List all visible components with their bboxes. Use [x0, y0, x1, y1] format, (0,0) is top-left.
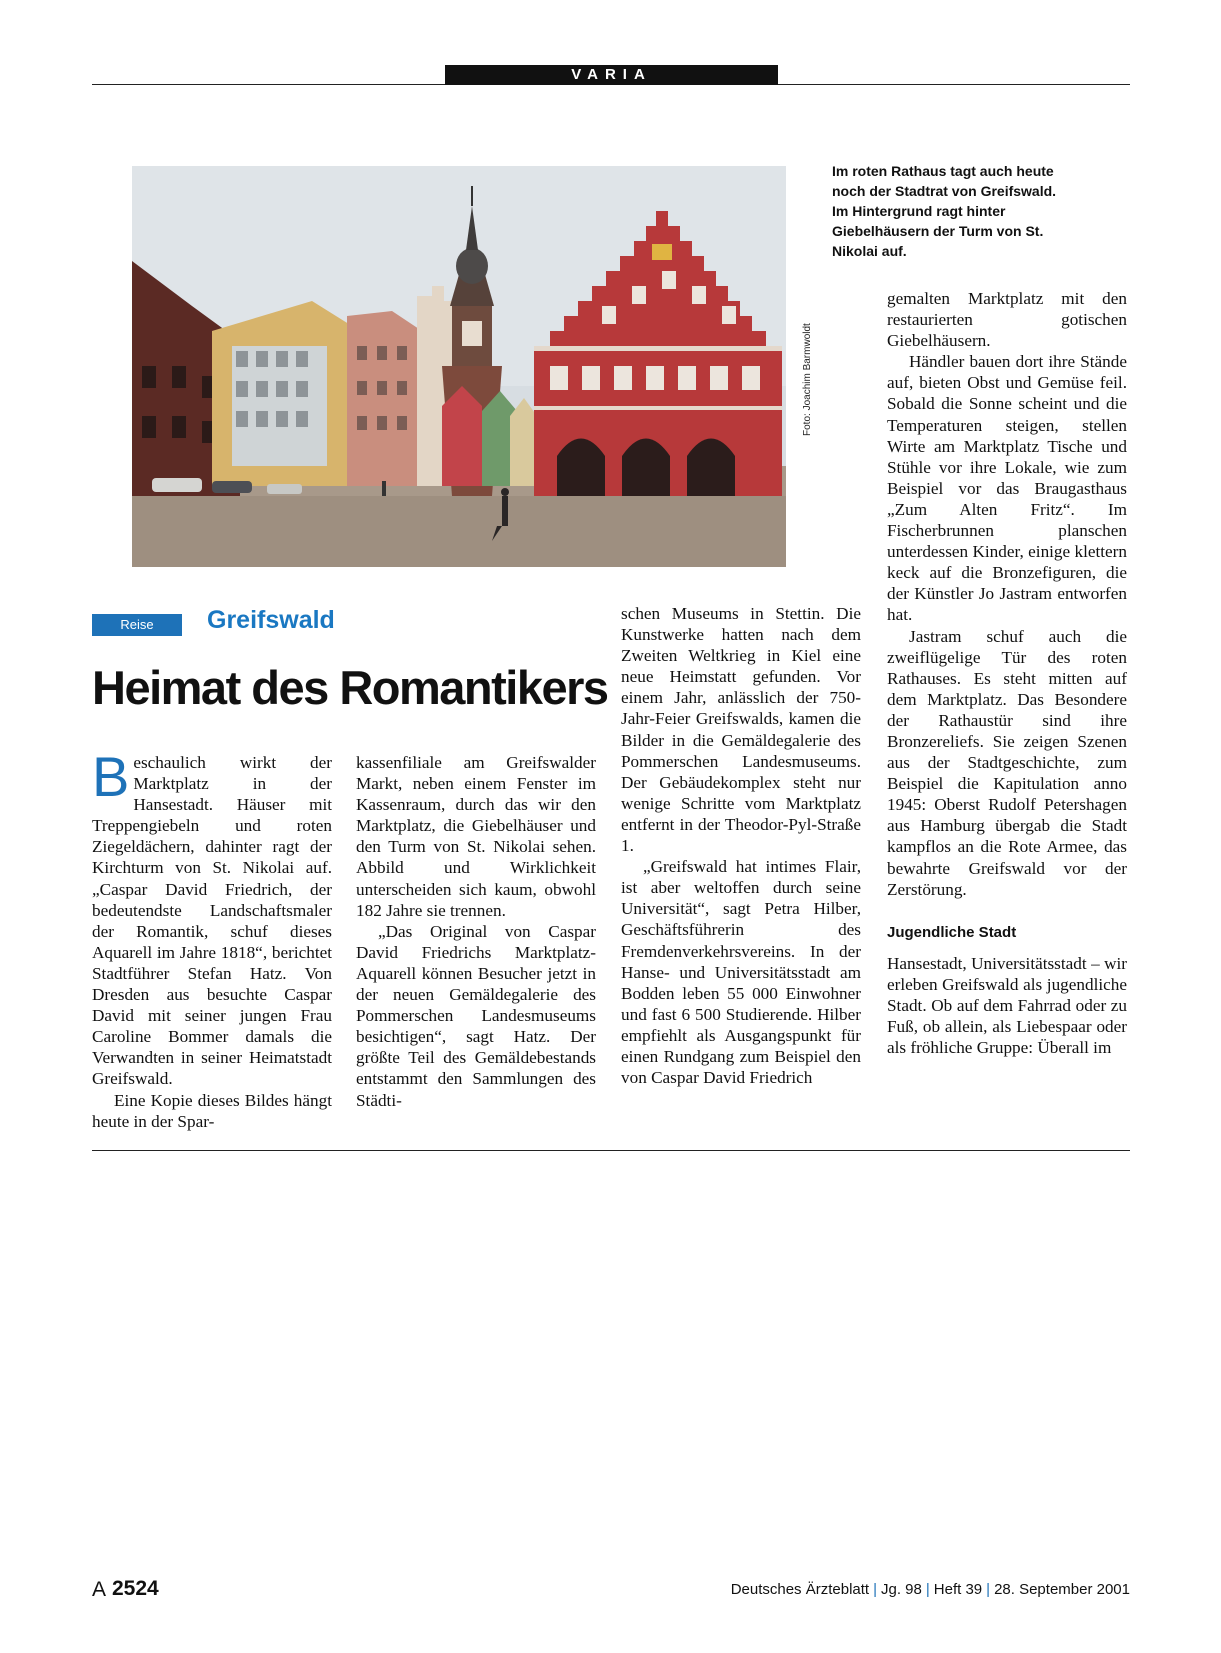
- photo-credit: Foto: Joachim Barmwoldt: [802, 323, 813, 436]
- footer-separator: |: [873, 1581, 877, 1598]
- column-4-paragraph-1: gemalten Marktplatz mit den restaurierten gotischen Giebelhäusern.: [887, 289, 1127, 351]
- town-hall-photo: [132, 166, 786, 567]
- section-header: VARIA: [445, 65, 778, 85]
- column-3-paragraph-1: schen Museums in Stettin. Die Kunstwerke hatten nach dem Zweiten Weltkrieg in Kiel eine neue Heimstatt gefunden. Vor einem Jahr, anlässlich der 750-Jahr-Feier Greifswalds, kamen die Bilder in die Gemäldegalerie des Pommerschen Landesmuseums. Der Gebäudekomplex steht nur wenige Schritte vom Marktplatz entfernt in der Theodor-Pyl-Straße 1.: [621, 604, 861, 856]
- footer-separator: |: [986, 1581, 991, 1598]
- column-1-paragraph-2: Eine Kopie dieses Bildes hängt heute in der Spar-: [92, 1090, 332, 1131]
- column-3-paragraph-2: „Greifswald hat intimes Flair, ist aber weltoffen durch seine Universität“, sagt Petra Hilber, Geschäftsführerin des Fremdenverkehrsvereins. In der Hanse- und Universitätsstadt am Bodden leben 55 000 Einwohner und fast 6 500 Studierende. Hilber empfiehlt als Ausgangspunkt für einen Rundgang zum Beispiel den von Caspar David Friedrich: [621, 857, 861, 1088]
- footer-rule: [92, 1150, 1130, 1151]
- column-4-paragraph-4: Hansestadt, Universitätsstadt – wir erleben Greifswald als jugendliche Stadt. Ob auf dem Fahrrad oder zu Fuß, ob allein, als Liebespaar oder als fröhliche Gruppe: Überall im: [887, 953, 1127, 1058]
- column-2-paragraph-1: kassenfiliale am Greifswalder Markt, neben einem Fenster im Kassenraum, durch das wir den Marktplatz, die Giebelhäuser und den Turm von St. Nikolai sehen. Abbild und Wirklichkeit unterscheiden sich kaum, obwohl 182 Jahre sie trennen.: [356, 753, 596, 920]
- article-column-4: [887, 288, 1127, 1058]
- journal-issue: Heft 39: [933, 1581, 983, 1598]
- subheading: Jugendliche Stadt: [887, 923, 1017, 941]
- footer-separator: |: [925, 1581, 930, 1598]
- column-4-paragraph-3: Jastram schuf auch die zweiflügelige Tür des roten Rathauses. Es steht mitten auf dem Marktplatz. Das Besondere der Rathaustür sind ihre Bronzereliefs. Sie zeigen Szenen aus der Stadtgeschichte, zum Beispiel die Kapitulation anno 1945: Oberst Rudolf Petershagen aus Hamburg übergab die Stadt kampflos an die Rote Armee, das bewahrte Greifswald vor der Zerstörung.: [887, 626, 1127, 899]
- article-headline: Heimat des Romantikers: [92, 661, 608, 714]
- article-column-2: [356, 752, 596, 1111]
- article-column-1: [92, 745, 332, 1132]
- journal-date: 28. September 2001: [994, 1581, 1130, 1598]
- journal-name: Deutsches Ärzteblatt: [730, 1581, 870, 1598]
- article-column-3: [621, 603, 861, 1088]
- rubric-badge: Reise: [92, 614, 182, 636]
- column-1-paragraph-1: [92, 745, 332, 1090]
- journal-volume: Jg. 98: [881, 1581, 922, 1598]
- article-kicker: Greifswald: [207, 606, 335, 634]
- column-4-paragraph-2: Händler bauen dort ihre Stände auf, bieten Obst und Gemüse feil. Sobald die Sonne scheint und die Temperaturen steigen, stellen Wirte am Marktplatz Tische und Stühle vor ihre Lokale, wie zum Beispiel vor das Braugasthaus „Zum Alten Fritz“. Im Fischerbrunnen planschen unterdessen Kinder, einige klettern keck auf die Bronzefiguren, die der Künstler Jo Jastram entworfen hat.: [887, 352, 1127, 625]
- journal-footer: [731, 1581, 1130, 1598]
- page-prefix: A: [92, 1578, 107, 1601]
- column-1-text-1: eschaulich wirkt der Marktplatz in der Hansestadt. Häuser mit Treppengiebeln und roten Ziegeldächern, dahinter ragt der Kirchturm von St. Nikolai auf. „Caspar David Friedrich, der bedeutendste Landschaftsmaler der Romantik, schuf dieses Aquarell im Jahre 1818“, berichtet Stadtführer Stefan Hatz. Von Dresden aus besuchte Caspar David mit seiner jungen Frau Caroline Bommer damals die Verwandten in seiner Heimatstadt Greifswald.: [92, 753, 332, 1089]
- drop-cap: B: [92, 745, 130, 808]
- photo-caption: Im roten Rathaus tagt auch heute noch der Stadtrat von Greifswald. Im Hintergrund ragt hinter Giebelhäusern der Turm von St. Nikolai auf.: [832, 163, 1057, 259]
- column-2-paragraph-2: „Das Original von Caspar David Friedrichs Marktplatz-Aquarell können Besucher jetzt in der neuen Gemäldegalerie des Pommerschen Landesmuseums besichtigen“, sagt Hatz. Der größte Teil des Gemäldebestands entstammt den Sammlungen des Städti-: [356, 921, 596, 1110]
- page-number: 2524: [112, 1577, 159, 1600]
